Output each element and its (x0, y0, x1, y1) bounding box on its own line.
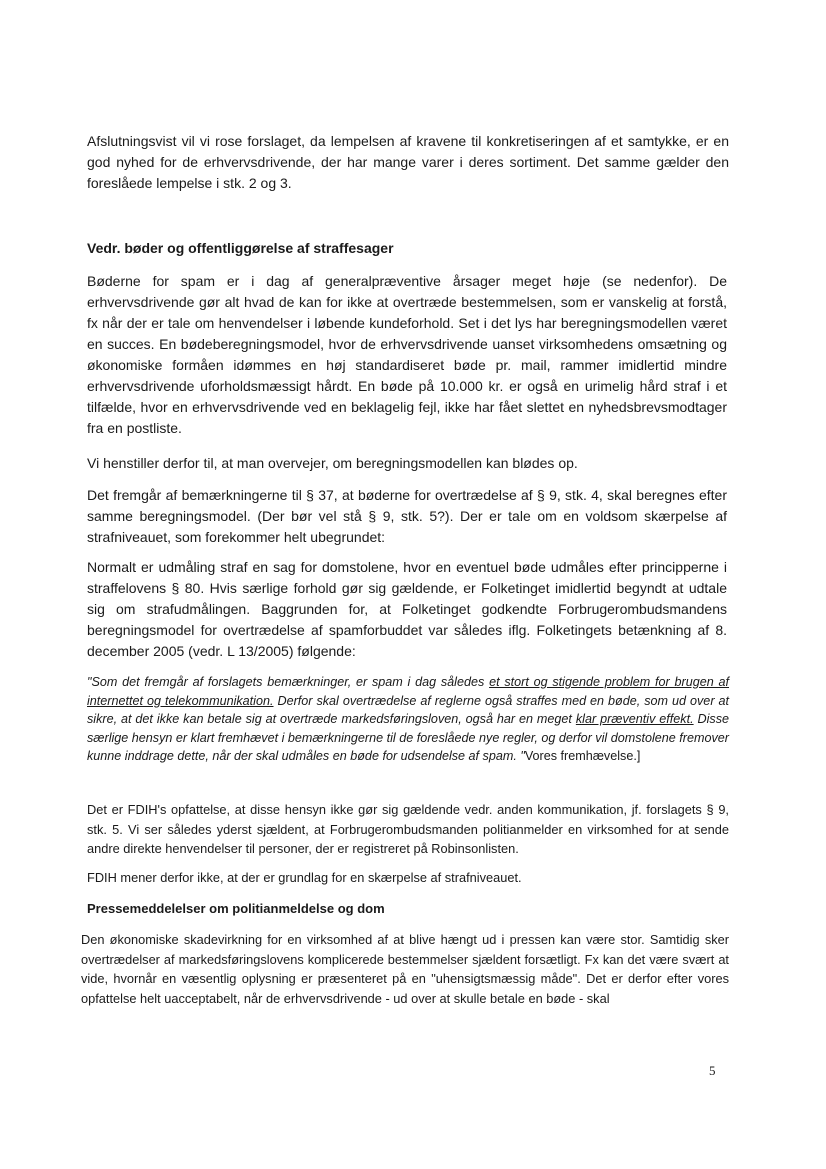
heading-fines-publication: Vedr. bøder og offentliggørelse af straffesager (87, 240, 394, 256)
quote-emphasis-1: et stort og stigende problem for brugen af internettet og telekommunikation. (87, 675, 729, 708)
paragraph-section-37: Det fremgår af bemærkningerne til § 37, at bøderne for overtrædelse af § 9, stk. 4, skal beregnes efter samme beregningsmodel. (Der bør vel stå § 9, stk. 5?). Der er tale om en voldsom skærpelse af strafniveauet, som forekommer helt ubegrundet: (87, 487, 727, 545)
page-number: 5 (709, 1063, 716, 1078)
paragraph-recommendation: Vi henstiller derfor til, at man overvejer, om beregningsmodellen kan blødes op. (87, 455, 578, 471)
paragraph-press-damage: Den økonomiske skadevirkning for en virksomhed af at blive hængt ud i pressen kan være stor. Samtidig sker overtrædelser af markedsføringslovens komplicerede bestemmelser sjældent forsætligt. Fx kan det være svært at vide, hvornår en væsentlig oplysning er præsenteret på en "uhensigtsmæssig måde". Det er derfor efter vores opfattelse helt uacceptabelt, når de erhvervsdrivende - ud over at skulle betale en bøde - skal (81, 932, 729, 1006)
quote-text-1: "Som det fremgår af forslagets bemærkninger, er spam i dag således (87, 675, 490, 689)
paragraph-sentencing: Normalt er udmåling straf en sag for domstolene, hvor en eventuel bøde udmåles efter principperne i straffelovens § 80. Hvis særlige forhold gør sig gældende, er Folketinget imidlertid begyndt at udtale sig om strafudmålingen. Baggrunden for, at Folketinget godkendte Forbrugerombudsmandens beregningsmodel for overtrædelse af spamforbuddet var således iflg. Folketingets betænkning af 8. december 2005 (vedr. L 13/2005) følgende: (87, 559, 727, 659)
paragraph-fines-spam: Bøderne for spam er i dag af generalpræventive årsager meget høje (se nedenfor). De erhvervsdrivende gør alt hvad de kan for ikke at overtræde bestemmelsen, som er vanskelig at forstå, fx når der er tale om henvendelser i løbende kundeforhold. Set i det lys har beregningsmodellen været en succes. En bødeberegningsmodel, hvor de erhvervsdrivende uanset virksomhedens omsætning og økonomiske formåen idømmes en høj standardiseret bøde pr. mail, rammer imidlertid mindre erhvervsdrivende uforholdsmæssigt hårdt. En bøde på 10.000 kr. er også en urimelig hård straf i et tilfælde, hvor en erhvervsdrivende ved en beklagelig fejl, ikke har fået slettet en nyhedsbrevsmodtager fra en postliste. (87, 273, 727, 436)
heading-press-releases: Pressemeddelelser om politianmeldelse og dom (87, 901, 385, 916)
quote-text-3: Disse særlige hensyn er klart fremhævet i bemærkningerne til de foreslåede nye regler, og derfor vil domstolene fremover kunne inddrage dette, når der skal udmåles en bøde for udsendelse af spam. " (87, 712, 730, 764)
quote-committee-report (87, 673, 729, 766)
paragraph-fdih-conclusion: FDIH mener derfor ikke, at der er grundlag for en skærpelse af strafniveauet. (87, 870, 522, 885)
paragraph-closing-remarks: Afslutningsvist vil vi rose forslaget, da lempelsen af kravene til konkretiseringen af et samtykke, er en god nyhed for de erhvervsdrivende, der har mange varer i deres sortiment. Det samme gælder den foreslåede lempelse i stk. 2 og 3. (87, 133, 729, 191)
quote-text-2: Derfor skal overtrædelse af reglerne også straffes med en bøde, som ud over at sikre, at det ikke kan betale sig at overtræde markedsføringsloven, også har en meget (87, 693, 729, 727)
paragraph-fdih-opinion: Det er FDIH's opfattelse, at disse hensyn ikke gør sig gældende vedr. anden kommunikation, jf. forslagets § 9, stk. 5. Vi ser således yderst sjældent, at Forbrugerombudsmanden politianmelder en virksomhed for at sende andre direkte henvendelser til personer, der er registreret på Robinsonlisten. (87, 802, 729, 856)
quote-note: Vores fremhævelse.] (524, 749, 641, 764)
quote-emphasis-2: klar præventiv effekt. (575, 712, 694, 727)
